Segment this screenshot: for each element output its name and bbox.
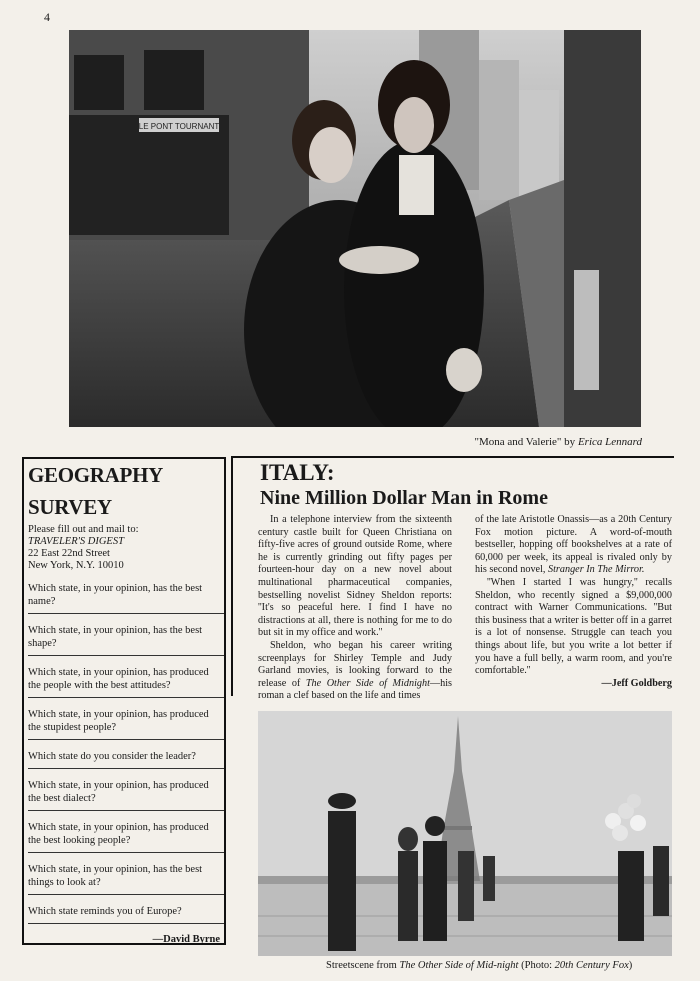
top-photo [69, 30, 641, 427]
article-paragraph: Sheldon, who began his career writing screenplays for Shirley Temple and Judy Garland movies, is looking forward to the release of The Other Side of Midnight—his roman a clef based on the life and times [258, 639, 452, 702]
survey-question: Which state, in your opinion, has the best name? [28, 572, 224, 614]
article-paragraph: ''When I started I was hungry,'' recalls Sheldon, who recently signed a $9,000,000 contract with Warner Communications. ''But this business that a writer is better off in a garret is a lot of nonsense. Struggle can teach you things about life, but you write a lot better if you have a full belly, a warm room, and you're comfortable.'' [475, 576, 672, 677]
survey-question: Which state, in your opinion, has produced the best dialect? [28, 769, 224, 811]
article-signature: —Jeff Goldberg [601, 677, 672, 689]
bottom-photo [258, 711, 672, 956]
storefront-sign: LE PONT TOURNANT [138, 122, 220, 131]
article-side-rule [231, 456, 233, 696]
article-column-1 [258, 514, 452, 703]
bottom-photo-caption: Streetscene from The Other Side of Mid-night (Photo: 20th Century Fox) [326, 960, 633, 971]
survey-question: Which state, in your opinion, has the best shape? [28, 614, 224, 656]
survey-question: Which state, in your opinion, has produced the people with the best attitudes? [28, 656, 224, 698]
article-subtitle: Nine Million Dollar Man in Rome [260, 487, 548, 509]
survey-question: Which state reminds you of Europe? [28, 895, 224, 924]
article-paragraph-continued: of the late Aristotle Onassis—as a 20th Century Fox motion picture. A word-of-mouth bestseller, hopping off bookshelves at a rate of 60,000 per week, its appeal is rivaled only by his second novel, Stranger In The Mirror. [475, 514, 672, 576]
survey-question: Which state, in your opinion, has produced the stupidest people? [28, 698, 224, 740]
survey-signature: —David Byrne [152, 934, 220, 945]
survey-question: Which state, in your opinion, has produced the best looking people? [28, 811, 224, 853]
article-top-rule [231, 456, 674, 458]
survey-title: GEOGRAPHY SURVEY [28, 463, 163, 519]
survey-question: Which state do you consider the leader? [28, 740, 224, 769]
top-photo-caption: "Mona and Valerie" by Erica Lennard [474, 436, 642, 448]
survey-intro: Please fill out and mail to: TRAVELER'S DIGEST 22 East 22nd Street New York, N.Y. 10010 [28, 524, 139, 571]
page-number: 4 [44, 10, 50, 24]
article-title: ITALY: [260, 460, 335, 485]
article-paragraph: In a telephone interview from the sixteenth century castle built for Queen Christiana on fifty-five acres of ground outside Rome, where he is currently grinding out fifty pages per fourteen-hour day on a new novel about multinational pharmaceutical companies, bestselling novelist Sidney Sheldon reports: ''It's so peaceful here. I find I have no distractions at all, there is nothing for me to do but sit in my office and work.'' [258, 514, 452, 639]
geography-survey [22, 457, 226, 945]
survey-question: Which state, in your opinion, has the best things to look at? [28, 853, 224, 895]
article-column-2 [475, 514, 672, 690]
